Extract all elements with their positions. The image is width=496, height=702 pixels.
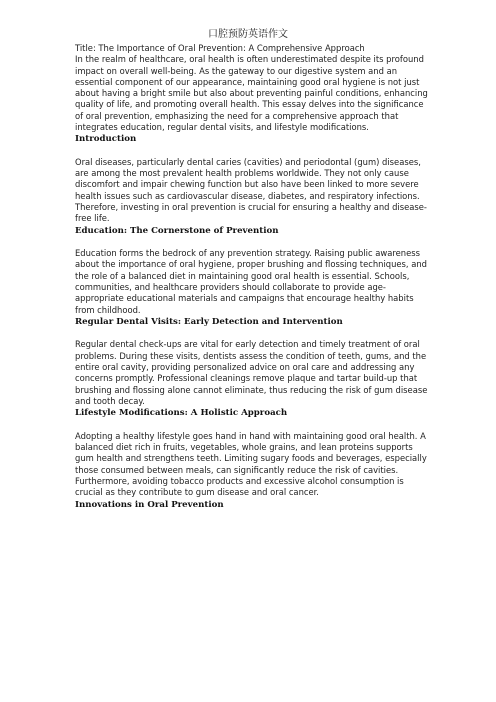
section-body-dental-visits: Regular dental check-ups are vital for early detection and timely treatment of oral problems. During these visits, dentists assess the condition of teeth, gums, and the entire oral cavity, providing personalized advice on oral care and addressing any concerns promptly. Professional cleanings remove plaque and tartar build-up that brushing and flossing alone cannot eliminate, thus reducing the risk of gum disease and tooth decay. [75, 339, 428, 406]
section-body-education: Education forms the bedrock of any prevention strategy. Raising public awareness about the importance of oral hygiene, proper brushing and flossing techniques, and the role of a balanced diet in maintaining good oral health is essential. Schools, communities, and healthcare providers should collaborate to provide age-appropriate educational materials and campaigns that encourage healthy habits from childhood. [75, 248, 427, 315]
section-heading-lifestyle: Lifestyle Modifications: A Holistic Approach [75, 408, 288, 419]
section-heading-education: Education: The Cornerstone of Prevention [75, 225, 279, 236]
essay-title: Title: The Importance of Oral Prevention: A Comprehensive Approach [75, 43, 365, 53]
intro-paragraph: In the realm of healthcare, oral health is often underestimated despite its profound impact on overall well-being. As the gateway to our digestive system and an essential component of our appearance, maintaining good oral hygiene is not just about having a bright smile but also about preventing painful conditions, enhancing quality of life, and promoting overall health. This essay delves into the significance of oral prevention, emphasizing the need for a comprehensive approach that integrates education, regular dental visits, and lifestyle modifications. [75, 54, 428, 133]
document-body [75, 43, 430, 522]
section-heading-introduction: Introduction [75, 134, 137, 145]
section-heading-dental-visits: Regular Dental Visits: Early Detection and Intervention [75, 316, 343, 327]
document-header-title: 口腔预防英语作文 [208, 29, 288, 40]
section-body-introduction: Oral diseases, particularly dental caries (cavities) and periodontal (gum) diseases, are among the most prevalent health problems worldwide. They not only cause discomfort and impair chewing function but also have been linked to more severe health issues such as cardiovascular disease, diabetes, and respiratory infections. Therefore, investing in oral prevention is crucial for ensuring a healthy and disease-free life. [75, 156, 427, 224]
section-heading-innovations: Innovations in Oral Prevention [75, 499, 224, 510]
section-body-lifestyle: Adopting a healthy lifestyle goes hand in hand with maintaining good oral health. A balanced diet rich in fruits, vegetables, whole grains, and lean proteins supports gum health and strengthens teeth. Limiting sugary foods and beverages, especially those consumed between meals, can significantly reduce the risk of cavities. Furthermore, avoiding tobacco products and excessive alcohol consumption is crucial as they contribute to gum disease and oral cancer. [75, 430, 427, 498]
